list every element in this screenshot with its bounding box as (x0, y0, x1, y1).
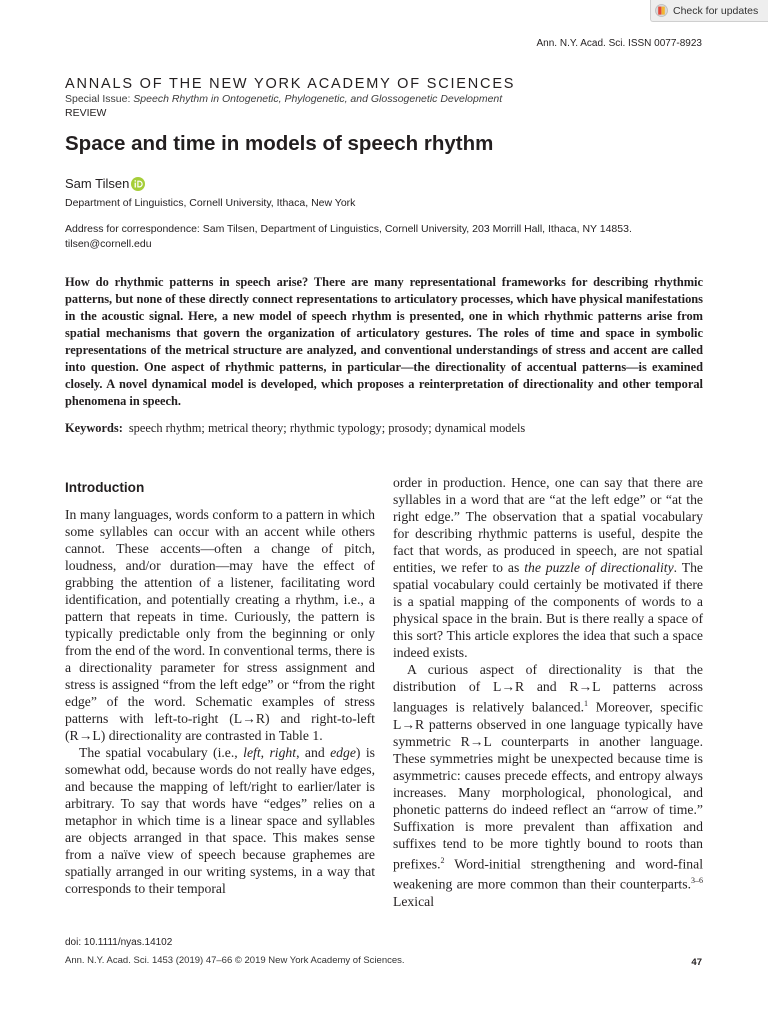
abstract: How do rhythmic patterns in speech arise? There are many representational frameworks for describing rhythmic patterns, but none of these directly connect representations to articulatory processes, which have physical manifestations in the acoustic signal. Here, a new model of speech rhythm is presented, one in which rhythmic patterns arise from spatial mechanisms that govern the organization of articulatory gestures. The roles of time and space in symbolic representations of the metrical structure are analyzed, and conventional understandings of stress and accent are called into question. One aspect of rhythmic patterns, in particular—the directionality of accentual patterns—is examined closely. A novel dynamical model is developed, which proposes a reinterpretation of directionality and other temporal phenomena in speech. (65, 275, 703, 408)
article-type: REVIEW (65, 107, 107, 119)
correspondence-address-line: Address for correspondence: Sam Tilsen, Department of Linguistics, Cornell University, 203 Morrill Hall, Ithaca, NY 14853. (65, 223, 632, 235)
correspondence-email[interactable]: tilsen@cornell.edu (65, 238, 152, 250)
citation-link[interactable]: 3–6 (691, 876, 703, 886)
body-paragraph: order in production. Hence, one can say that there are syllables in a word that are “at the left edge” or “at the right edge.” The observation that a spatial vocabulary for describing rhythmic patterns is useful, despite the fact that words, as produced in speech, are not spatial entities, we refer to as the puzzle of directionality. The spatial vocabulary could certainly be motivated if there is a spatial mapping of the components of words to a physical space in the brain. But is there really a space of this sort? This article explores the idea that such a space indeed exists. (393, 475, 703, 660)
check-for-updates-button[interactable] (650, 0, 768, 22)
article-title: Space and time in models of speech rhythm (65, 132, 494, 155)
citation-link[interactable]: 2 (440, 855, 445, 865)
body-column-right (393, 474, 703, 910)
body-paragraph: A curious aspect of directionality is that the distribution of L→R and R→L patterns across languages is relatively balanced.$^1$ Moreover, specific L→R patterns observed in one language typically have symmetric R→L counterparts in another language. These symmetries might be unexpected because time is asymmetric: causes precede effects, and entropy always increases. Many morphological, phonological, and phonetic patterns do indeed reflect an “arrow of time.” Suffixation is more prevalent than affixation and suffixes tend to be more tightly bound to roots than prefixes.$^2$ Word-initial strengthening and word-final weakening are more common than their counterparts.$^{3-6}$ Lexical (393, 662, 703, 909)
author-affiliation: Department of Linguistics, Cornell University, Ithaca, New York (65, 197, 356, 209)
check-for-updates-label: Check for updates (673, 4, 759, 17)
body-paragraph: In many languages, words conform to a pattern in which some syllables can occur with an accent while others cannot. These accents—often a change of pitch, loudness, and/or duration—may have the effect of grabbing the attention of a listener, facilitating word identification, and potentially creating a rhythm, i.e., a pattern that repeats in time. Curiously, the pattern is typically predictable only from the beginning or only from the end of the word. In conventional terms, there is a directionality parameter for stress assignment and stress is assigned “from the left edge” or “from the right edge” of the word. Schematic examples of stress patterns with left-to-right (L→R) and right-to-left (R→L) directionality are contrasted in Table 1. (65, 507, 375, 743)
special-issue-prefix: Special Issue: (65, 93, 131, 105)
footer-citation: Ann. N.Y. Acad. Sci. 1453 (2019) 47–66 © 2019 New York Academy of Sciences. (65, 955, 405, 966)
orcid-icon[interactable] (131, 177, 145, 191)
body-column-left (65, 474, 375, 897)
author-line (65, 176, 145, 191)
author-name[interactable]: Sam Tilsen (65, 176, 130, 191)
page-number: 47 (691, 957, 702, 968)
doi-link[interactable]: doi: 10.1111/nyas.14102 (65, 937, 173, 948)
keywords (65, 421, 705, 436)
journal-name: ANNALS OF THE NEW YORK ACADEMY OF SCIENCES (65, 76, 516, 92)
special-issue-line (65, 93, 502, 105)
citation-link[interactable]: 1 (584, 699, 588, 708)
body-paragraph: The spatial vocabulary (i.e., left, right, and edge) is somewhat odd, because words do not really have edges, and because the mapping of left/right to earlier/later is arbitrary. To say that words have “edges” relies on a metaphor in which time is a linear space and syllables are objects arranged in that space. This makes sense from a naïve view of speech because graphemes are spatially arranged in our writing systems, in a way that corresponds to their temporal (65, 745, 376, 896)
section-heading-introduction: Introduction (65, 480, 145, 495)
journal-reference: Ann. N.Y. Acad. Sci. ISSN 0077-8923 (536, 38, 702, 49)
keywords-label: Keywords: (65, 421, 123, 435)
special-issue-title: Speech Rhythm in Ontogenetic, Phylogenetic, and Glossogenetic Development (133, 93, 503, 105)
correspondence-address (65, 222, 705, 252)
keywords-list: speech rhythm; metrical theory; rhythmic typology; prosody; dynamical models (128, 421, 526, 435)
crossmark-icon (655, 4, 668, 17)
